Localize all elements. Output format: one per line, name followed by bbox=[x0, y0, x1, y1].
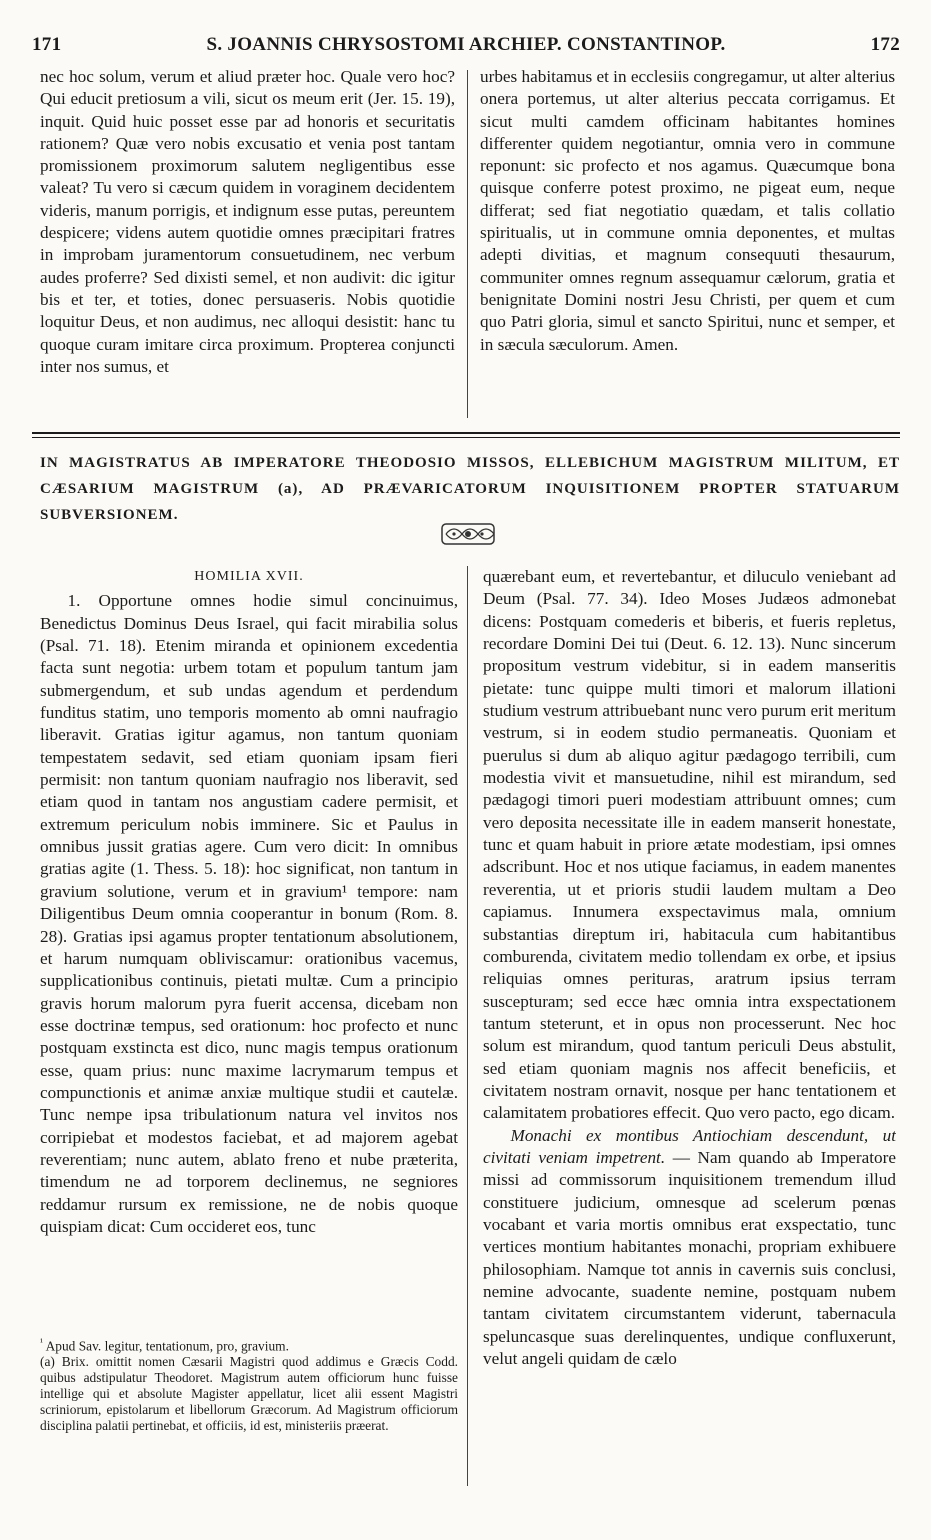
column-divider-top bbox=[467, 70, 468, 418]
ornament-icon bbox=[440, 520, 496, 548]
homily-label: HOMILIA XVII. bbox=[194, 569, 304, 584]
top-right-paragraph: urbes habitamus et in ecclesiis congregamur, ut alter alterius onera portemus, ut alter alterius peccata corrigamus. Et sicut multi camdem officinam habitantes homines differenter quidem negotiantur, omnia vero in commune reponunt: sic profecto et nos agamus. Quæcumque bona quisque conferre potest proximo, ne pigeat eum, neque differat; sed fiat negotiatio quædam, et talis collatio spiritualis, ut in commune omnia deponentes, et multas adepti divitias, et magnum consequuti thesaurum, communiter omnes regnum assequamur cælorum, gratia et benignitate Domini nostri Jesu Christi, per quem et cum quo Patri gloria, simul et sancto Spiritui, nunc et semper, et in sæcula sæculorum. Amen. bbox=[480, 67, 895, 354]
section-rule-thin bbox=[32, 437, 900, 438]
section-title bbox=[40, 450, 900, 528]
bottom-right-paragraph-2-text: — Nam quando ab Imperatore missi ad commissorum inquisitionem tremendum illud constituere judicium, omnesque ad scelerum pœnas vocabant et varia mortis omnibus erat exspectatio, tunc vertices montium habitantes monachi, propriam exhibuere philosophiam. Namque tot annis in cavernis suis conclusi, nemine advocante, suadente nemine, postquam nubem tantam civitatem circumstantem viderunt, tabernacula speluncasque suas derelinquentes, undique confluxerunt, velut angeli quidam de cælo bbox=[483, 1147, 896, 1369]
bottom-left-column bbox=[40, 566, 458, 1326]
column-divider-bottom bbox=[467, 566, 468, 1486]
running-header bbox=[32, 34, 900, 64]
bottom-left-paragraph: 1. Opportune omnes hodie simul concinuimus, Benedictus Dominus Deus Israel, qui facit mirabilia solus (Psal. 71. 18). Etenim miranda et opinionem excedentia facta sunt negotia: urbem totam et populum tantum jam submergendum, et sub undas agendum et perdendum funditus statim, uno temporis momento ab omni naufragio liberavit. Gratias igitur agamus, non tantum quoniam tempestatem sedavit, sed etiam quoniam ipsam fieri permisit: non tantum quoniam naufragio nos liberavit, sed etiam quod in tantam nos angustiam cadere permisit, et extremum periculum nobis imminere. Sic et Paulus in omnibus jussit gratias agere. Cum vero dicit: In omnibus gratias agite (1. Thess. 5. 18): hoc significat, non tantum in gravium solutione, verum et in gravium¹ tempore: nam Diligentibus Deum omnia cooperantur in bonum (Rom. 8. 28). Gratias ipsi agamus propter tentationum absolutionem, et harum numquam obliviscamur: orationibus vacemus, supplicationibus continuis, pietati multæ. Cum a principio gravis horum malorum pyra fuerit accensa, dicebam non esse doctrinæ tempus, sed orationum: hoc profecto et nunc postquam exstincta est dico, nunc magis tempus orationum esse, quam prius: nunc maxime lacrymarum tempus et compunctionis et animæ anxiæ multique studii et cautelæ. Tunc nempe ipsa tribulationum natura vel invitos nos corripiebat et modestos faciebat, et ad majorem agebat reverentiam; nunc autem, ablato freno et nube præterita, timendum ne ad torporem declinemus, ne segniores reddamur rursum ex remissione, ne de nobis quoque quispiam dicat: Cum occideret eos, tunc bbox=[40, 591, 458, 1236]
footnote-1-mark: ¹ bbox=[40, 1337, 43, 1348]
section-title-part2: , AD PRÆVARICATORUM INQUISITIONEM PROPTER STATUARUM SUBVERSIONEM. bbox=[40, 481, 900, 523]
footnotes bbox=[40, 1335, 458, 1495]
marginal-heading: Monachi ex montibus Antiochiam descendunt, ut civitati veniam impetrent. bbox=[483, 1125, 896, 1167]
footnote-1-text: Apud Sav. legitur, tentationum, pro, gravium. bbox=[45, 1338, 289, 1354]
left-page-number: 171 bbox=[32, 34, 62, 55]
section-title-note-mark: (a) bbox=[277, 481, 299, 497]
bottom-right-column bbox=[483, 566, 896, 1494]
section-title-part1: IN MAGISTRATUS AB IMPERATORE THEODOSIO MISSOS, ELLEBICHUM MAGISTRUM MILITUM, ET CÆSARIUM MAGISTRUM bbox=[40, 455, 900, 497]
footnote-a bbox=[40, 1354, 458, 1434]
footnote-a-text: Brix. omittit nomen Cæsarii Magistri quod addimus e Græcis Codd. quibus adstipulatur Theodoret. Magistrum autem officiorum hunc fuisse intellige qui et absolute Magister appellatur, licet alii essent Magistri scriniorum, epistolarum et libellorum Græcorum. Ad Magistrum officiorum disciplina palatii pertinebat, et officiis, id est, ministeriis præerat. bbox=[40, 1354, 458, 1434]
footnote-a-mark: (a) bbox=[40, 1354, 55, 1370]
top-right-column bbox=[480, 66, 895, 424]
section-rule-thick bbox=[32, 432, 900, 434]
footnote-1 bbox=[40, 1335, 458, 1354]
right-page-number: 172 bbox=[870, 34, 900, 55]
bottom-right-paragraph-1: quærebant eum, et revertebantur, et diluculo veniebant ad Deum (Psal. 77. 34). Ideo Moses Judæos admonebat dicens: Postquam comederis et biberis, et fueris repletus, recordare Domini Dei tui (Deut. 6. 12. 13). Nunc sincerum propositum vestrum videbitur, si in eadem manseritis pietate: tunc quippe multi timori et malorum illationi studium vestrum attribuebant nunc vero purum erit meritum vestrum, si in eodem studio permaneatis. Quoniam et puerulus si dum ab aliquo agitur pædagogo terribili, cum modestia vivit et mansuetudine, nihil est mirandum, sed pædagogi timori pueri modestiam attribuunt omnes; cum vero deposita necessitate ille in eadem manserit honestate, tunc et quam habuit in priore ætate modestiam, ipsi omnes adscribunt. Hoc et nos utique faciamus, in eadem manentes reverentia, ut et prioris studii laudem multam a Deo capiamus. Innumera exspectavimus mala, omnium substantias direptum iri, habitacula cum habitantibus comburenda, civitatem medio tollendam ex orbe, et ipsius reliquias omnes perituras, aratrum ipsius terram suscepturam; sed ecce hæc omnia intra exspectationem tantum steterunt, et in opus non processerunt. Nec hoc solum est mirandum, quod tantum periculi Deus abstulit, sed etiam quoniam magnis nos affecit beneficiis, et civitatem nostram ornavit, nosque per hanc tentationem et calamitatem probatiores effecit. Quo vero pacto, ego dicam. bbox=[483, 567, 896, 1123]
top-left-paragraph: nec hoc solum, verum et aliud præter hoc. Quale vero hoc? Qui educit pretiosum a vili, sicut os meum erit (Jer. 15. 19), inquit. Quid huic posset esse par ad honoris et securitatis rationem? Quæ vero nobis excusatio et venia post tantam promissionem proximorum salutem negligentibus esse valeat? Tu vero si cæcum quidem in voraginem decidentem videris, manum porrigis, et indignum esse putas, pereuntem despicere; videns autem quotidie omnes præcipitari fratres in improbam juramentorum consuetudinem, nec verbum audes proferre? Sed dixisti semel, et non audivit: dic igitur bis et ter, et toties, donec persuaseris. Nobis quotidie loquitur Deus, et non audimus, nec alloqui desistit: hanc tu quoque curam imitare circa proximum. Propterea conjuncti inter nos sumus, et bbox=[40, 67, 455, 376]
bottom-right-paragraph-2 bbox=[483, 1125, 896, 1371]
running-title: S. JOANNIS CHRYSOSTOMI ARCHIEP. CONSTANTINOP. bbox=[206, 34, 726, 55]
top-left-column bbox=[40, 66, 455, 424]
